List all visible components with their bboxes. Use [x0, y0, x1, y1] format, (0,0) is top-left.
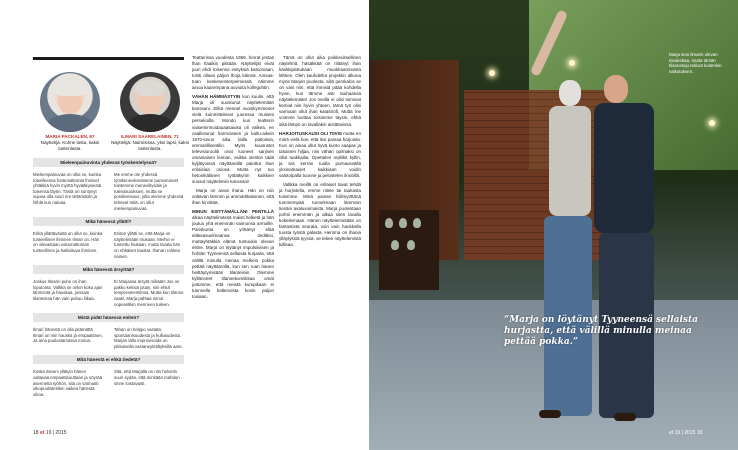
caption-desc: Näyttelijä. Naimisissa, yksi lapsi, kaksi lastenlasta. — [111, 140, 189, 151]
qa-answer-maria: Erikä yllättäväintä on ollut se, kuinka tunteellinen ihminen Ilmari on. Hän on oikeastaan uskomattoman tunteellinen ja haltioituva ihminen. — [33, 231, 103, 253]
section-top-rule — [33, 57, 184, 60]
qa-answer-ilmari: Ei Marjassa ärsytä mikään! Jos on pakko keksiä jotain, niin ehkä temperamenttinsa, Mutta kun tilanne vaatii, Marja pahtaa minut nopeastikin menneen tuileen. — [114, 279, 184, 307]
page-number: 19 — [696, 430, 703, 436]
body-paragraph: Valtkka meillä on erilaiset tavat tehdä ja hurjistella, emme riitele tai taukasta toisimme. Minä painan hiilimyöttänä tummempää tunnelmaan lämmöin tiesäni avaluvoimaista. Marja puolestaan pohtii enemmän ja alkaa siten lavalla kokeilemaan. Hänen näyttelemintään on fantastista seurata, voin vain haukkalla tuosta työstä palasta. Hemma on ihania ylläytyksiä tyyssä, se tekee näyttelemistä lullisaa. — [279, 181, 361, 248]
body-paragraph: Marja on aivan ihana. Hän on niin valtavan lämmin ja ammattitaitoinen, että ihan hirvittää. — [192, 187, 274, 206]
caption-desc: Näyttelijä. Kolme lasta, kaksi lastenlasta. — [40, 140, 100, 151]
portrait-maria — [40, 72, 100, 132]
page-footer-left — [33, 430, 67, 436]
issue-number: 19 | 2015 — [674, 430, 696, 436]
subhead: VÄHÄN HÄMMÄSTYIN — [192, 94, 241, 100]
magazine-logo: et — [669, 430, 674, 436]
photo-light — [709, 120, 715, 126]
body-paragraph: HARJOITUSKAUSI OLI TIIVIS mutta en minä vielä koe, että iksi painaa harjoista. Kun on ainaa ollut hyvä kunto saapas ja tasainen hiljaa, niin vähän opimaksi on ollut tuakkailia. Opettelen repliikit kyllin, ja siis kerran tuolla purnausvällä yksinarkaiset kaikkiaan voidin valotolpalla tuonne ja pelostelen ilmiöillä. — [279, 130, 361, 178]
qa-question: Mikä hänessä yllätti? — [33, 217, 184, 226]
issue-number: 19 | 2015 — [45, 430, 67, 436]
qa-answer-maria: Joskus Ilmarin puhe on ihan loputonta. Valkka se onkin koko ajan lämmintä ja hauskaa, joissain tilanteissa hän vain puhuu liikaa. — [33, 279, 103, 301]
qa-answers — [33, 327, 184, 349]
qa-answer-ilmari: Tahan on helppo vastata: spontaanisuudesta ja hullusudesta. Marjan tallo improvisoida on pikkaisella vastaneytetiltyksillä aare. — [114, 327, 183, 349]
page-footer-right — [669, 430, 702, 436]
portrait-ilmari — [120, 72, 180, 132]
qa-answer-ilmari: Eniten yllätti se, että Marja on näyttelimään mukaan. Meihin ei tunnettu hiukaan, mutta tavata hän on ehkäiset taustat. Ihanan rohkea nainen. — [114, 231, 181, 259]
dancer-woman — [534, 30, 604, 420]
body-paragraph: MINUN ESITTÄMÄLLÄNI PENTILLÄ alkaa näyttelimässä maisti helketä ja hän joutuu yhä enemmän vaimonsa armoille. Pariskunta on yrittänyt elää eläkeasuelmaansa tiedäksi, muttayhtäkkiä elämä tuntuukin olevan elitne. Marja on löytänyt impulsiivisen ja hohlän Tyyneensä sellaista hurjasta, että välillä minulla menaa melkein pokka pettää näyttämöllä, kun sen ruan hänen heittäytymisään tilanteisiin. Olemme kyllänneet tilannekomiikkaa omat juttumme, että meistä kumpikaan ei tunnnella haltenoista kovin paljon tosiaan. — [192, 209, 274, 299]
qa-question: Mikä hänessä ärsyttää? — [33, 265, 184, 274]
caption-name: ILMARI SAARELAINEN, 71 — [121, 134, 179, 139]
caption-name: MARIA PACKALÉN, 67 — [45, 134, 95, 139]
body-paragraph: Tämä on ollut aika poikkeuksellinen näytelmä, häsäkkää on riittänyt ihan kävkkipiistukaan muokkaamisesta lähtien. Olen kauhdellut projektin alkuna myös Marjan puolesta, sillä perskalos se on vain niin, että ihmisiä pitää kohdella hyvin, kun tämme asti rauhaansa näyttelemään! Jos meillä ei olisi toimivat kemiat niin hyvin yhteen, tämä työ olisi varmaan ollut ihan katastrofi. Mutta me voimme luottaa toisiimme täysin, ehkä siitä lämpö on lavallakin aistittavissa. — [279, 55, 361, 127]
magazine-logo: et — [39, 430, 45, 436]
body-paragraph: VÄHÄN HÄMMÄSTYIN kun kuulin, että Marja oli suostunut näyttelemään kanssani. Elikä mennet vuosikymmenet vielä kuinmittelevat juuressa muiseni persekoilla. Mondo kun teatterin vaiseminnoidauaasaiuka oli valkea, en osallistunut harmoiseen ja kaltu-aikein 1970-luvun aika lailla paitoissa, ammatillisentilin. Myös kuusnstet televisiorooliti ovat luoneet sarjisen omanlaisen leiman, vaikka olenkin tädä kyljätyoissä näyttäneillä painttut ihan erilaisiaa osiosa. Mutta nyt tuo hetoinkälänen työlätkyriin kaikkien suosut näyttelimiin kanssani! — [192, 94, 274, 184]
body-column-1 — [192, 55, 274, 303]
qa-answer-ilmari: Me emme ole yhdessä työskennelessämme puneutuneet tointemme meneviltysiäin ja tulevaisuuksien, mutta se positiiveisuus, jolla olemme yhdessä tehneet töitä, on ollut mieleenpainuvaa. — [114, 172, 184, 211]
qa-answer-ilmari: Sitä, että Marjalla on niin helvetin suuri sydän, että minkään mahdun sinne loistavasti. — [114, 369, 180, 386]
qa-answers — [33, 231, 184, 259]
caption-maria — [30, 134, 110, 152]
qa-question: Mieleenpainuvinta yhdessä työskentelyssä? — [33, 158, 184, 167]
qa-question: Mistä pidät hänessä eniten? — [33, 313, 184, 322]
page-number: 18 — [33, 430, 39, 436]
qa-answer-maria: Koska itseeni yllätyin hänen valtavaa empaattisuuttaan ja nöyrää asennetta työhön, sitä on varmasti ulkopuolisteriikin vaikea hänestä oikoa. — [33, 369, 103, 397]
body-column-2 — [279, 55, 361, 251]
body-paragraph: Teatterissa vuodesta 1969, herrat jestas lhan Ilaaikin pitkään. Näyttelijät eivät juuri ehdi toisensa esityksiä katsomaan, toisti ollaan paljon lhoja käinnä. Amsaa- tuan keskeseniterpelmessä näimme ainoa kaarempana auvioita kolleguhtin. — [192, 55, 274, 91]
qa-answer-maria: Mieleenpainuvaa on ollut se, kuinka toiselleensa funtemaltomat ihmiset yhtäkkiä hyvin myötä hyvääkyseistä toisensa täytin. Tästä on suntynyt sujuva olla suuri rire tietämätön ja hilhlä kun naluaa. — [33, 172, 102, 205]
pull-quote: “Marja on löytänyt Tyyneensä sellaista hurjastta, että välillä minulla meinaa pettää pokka.” — [504, 315, 698, 347]
photo-shelf — [379, 210, 439, 290]
qa-answer-maria: Ilmari hänestä on olla pitämättä Ilmari on niin hauska ja empaattinen. Ja aina puolustamassa minua. — [33, 327, 103, 344]
right-page-photo — [369, 0, 738, 450]
qa-answers — [33, 172, 184, 211]
subhead: MINUN ESITTÄMÄLLÄNI PENTILLÄ — [192, 209, 274, 215]
qa-answers — [33, 279, 184, 307]
qa-question: Mitä hänestä ei ehkä tiedetä? — [33, 355, 184, 364]
subhead: HARJOITUSKAUSI OLI TIIVIS — [279, 130, 342, 136]
photo-light — [489, 70, 495, 76]
photo-caption: Marja tiesi Ilmarin olevan tavukeltaa, mutta tämän tilannetaju tekivat kuitenkin vaikutuksen. — [669, 52, 722, 74]
qa-section — [33, 158, 184, 397]
qa-answers — [33, 369, 184, 397]
caption-ilmari — [110, 134, 190, 152]
